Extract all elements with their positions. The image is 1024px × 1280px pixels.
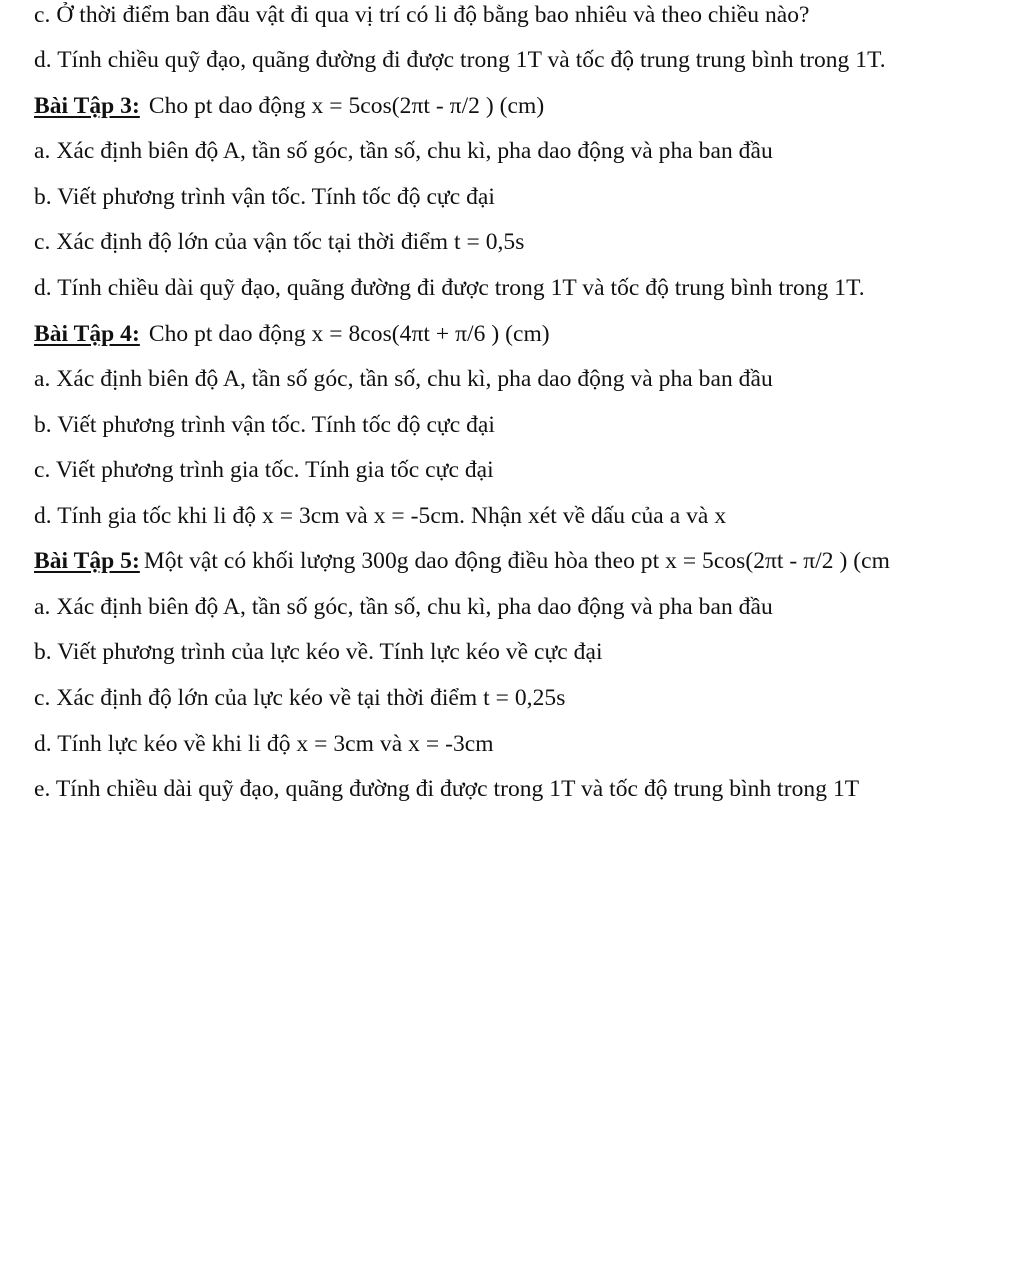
exercise-4-heading xyxy=(34,319,550,349)
line-text: c. Xác định độ lớn của vận tốc tại thời điểm t = 0,5s xyxy=(34,229,525,255)
exercise-5-part-d xyxy=(34,729,494,759)
line-text: c. Viết phương trình gia tốc. Tính gia tốc cực đại xyxy=(34,457,494,483)
exercise-4-label: Bài Tập 4: xyxy=(34,321,140,347)
exercise-2-part-c xyxy=(34,0,810,30)
exercise-5-heading xyxy=(34,546,890,576)
exercise-3-equation: Cho pt dao động x = 5cos(2πt - π/2 ) (cm) xyxy=(148,93,545,119)
exercise-4-equation: Cho pt dao động x = 8cos(4πt + π/6 ) (cm) xyxy=(148,321,550,347)
line-text: b. Viết phương trình vận tốc. Tính tốc độ cực đại xyxy=(34,412,495,438)
line-text: a. Xác định biên độ A, tần số góc, tần số, chu kì, pha dao động và pha ban đầu xyxy=(34,138,773,164)
exercise-4-part-b xyxy=(34,410,495,440)
line-text: d. Tính gia tốc khi li độ x = 3cm và x = -5cm. Nhận xét về dấu của a và x xyxy=(34,503,727,529)
exercise-4-part-a xyxy=(34,364,773,394)
line-text: b. Viết phương trình vận tốc. Tính tốc độ cực đại xyxy=(34,184,495,210)
line-text: d. Tính chiều dài quỹ đạo, quãng đường đi được trong 1T và tốc độ trung bình trong 1T. xyxy=(34,275,865,301)
exercise-3-heading xyxy=(34,91,544,121)
exercise-5-statement: Một vật có khối lượng 300g dao động điều hòa theo pt x = 5cos(2πt - π/2 ) (cm xyxy=(143,548,890,574)
exercise-3-part-b xyxy=(34,182,495,212)
exercise-5-part-c xyxy=(34,683,565,713)
exercise-3-part-d xyxy=(34,273,865,303)
exercise-3-part-c xyxy=(34,227,524,257)
line-text: c. Xác định độ lớn của lực kéo về tại thời điểm t = 0,25s xyxy=(34,685,566,711)
exercise-5-part-b xyxy=(34,637,603,667)
line-text: d. Tính chiều quỹ đạo, quãng đường đi được trong 1T và tốc độ trung trung bình trong 1T. xyxy=(34,47,886,73)
line-text: e. Tính chiều dài quỹ đạo, quãng đường đi được trong 1T và tốc độ trung bình trong 1T xyxy=(34,776,860,802)
exercise-4-part-c xyxy=(34,455,494,485)
line-text: a. Xác định biên độ A, tần số góc, tần số, chu kì, pha dao động và pha ban đầu xyxy=(34,366,773,392)
line-text: d. Tính lực kéo về khi li độ x = 3cm và x = -3cm xyxy=(34,731,494,757)
exercise-5-part-a xyxy=(34,592,773,622)
exercise-3-label: Bài Tập 3: xyxy=(34,93,140,119)
line-text: b. Viết phương trình của lực kéo về. Tính lực kéo về cực đại xyxy=(34,639,603,665)
exercise-5-label: Bài Tập 5: xyxy=(34,548,140,574)
exercise-4-part-d xyxy=(34,501,726,531)
exercise-3-part-a xyxy=(34,136,773,166)
exercise-2-part-d xyxy=(34,45,886,75)
exercise-5-part-e xyxy=(34,774,859,804)
line-text: a. Xác định biên độ A, tần số góc, tần số, chu kì, pha dao động và pha ban đầu xyxy=(34,594,773,620)
line-text: c. Ở thời điểm ban đầu vật đi qua vị trí có li độ bằng bao nhiêu và theo chiều nào? xyxy=(34,2,810,28)
